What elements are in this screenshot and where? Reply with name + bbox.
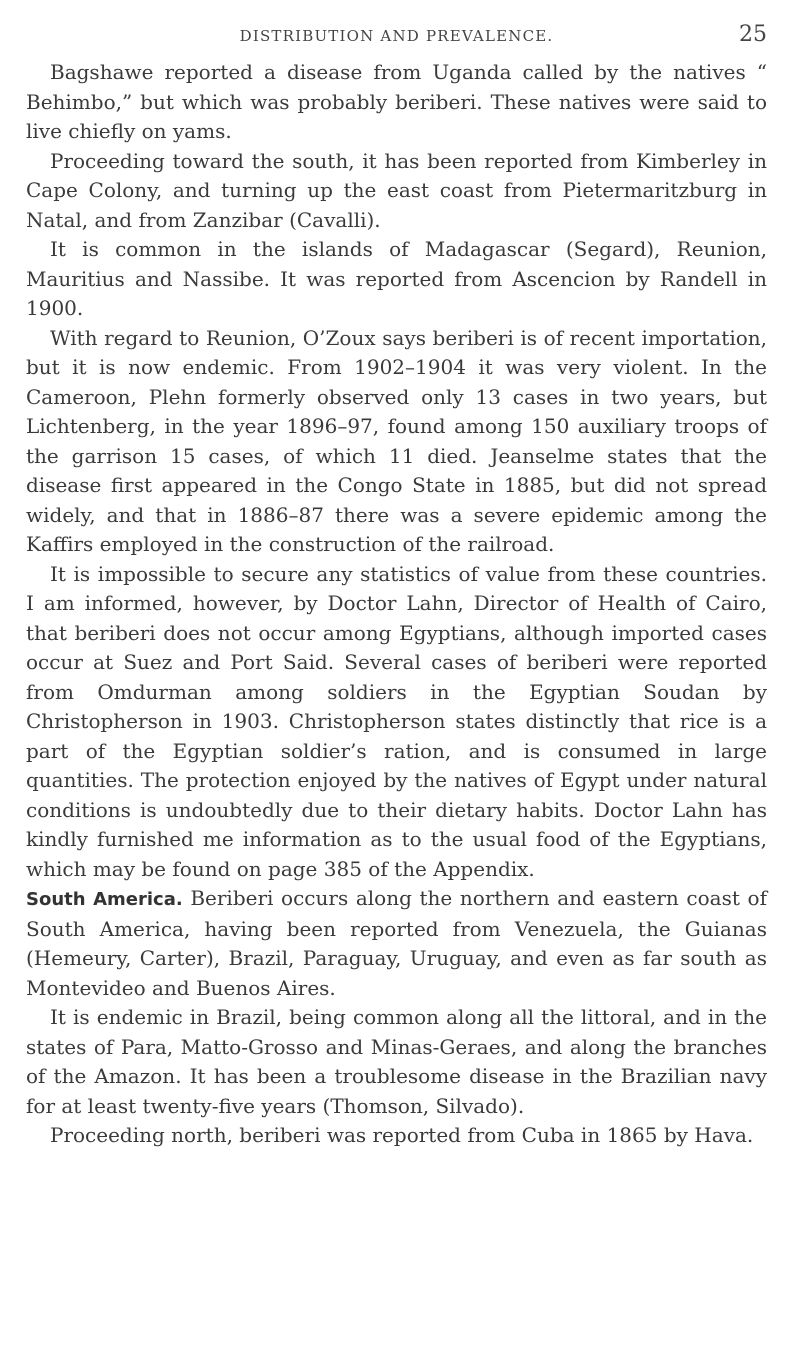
paragraph-islands: It is common in the islands of Madagascar (Segard), Reunion, Mauritius and Nassibe. It was reported from Ascencion by Randell in 1900. [26,237,767,320]
paragraph-south-africa: Proceeding toward the south, it has been reported from Kimberley in Cape Colony, and turning up the east coast from Pietermaritzburg in Natal, and from Zanzibar (Cavalli). [26,148,767,232]
paragraph-statistics: It is impossible to secure any statistics of value from these countries. I am informed, however, by Doctor Lahn, Director of Health of Cairo, that beriberi does not occur among Egyptians, although imported cases occur at Suez and Port Said. Several cases of beriberi were reported from Omdurman among soldiers in the Egyptian Soudan by Christopherson in 1903. Christopherson states distinctly that rice is a part of the Egyptian soldier’s ration, and is consumed in large quantities. The protection enjoyed by the natives of Egypt under natural conditions is undoubtedly due to their dietary habits. Doctor Lahn has kindly furnished me information as to the usual food of the Egyptians, which may be found on page 385 of the Appendix. [26,561,767,881]
running-head: DISTRIBUTION AND PREVALENCE. [239,27,554,45]
section-heading: South America. [26,889,183,910]
paragraph-text: Beriberi occurs along the northern and eastern coast of South America, having been reported from Venezuela, the Guianas (Hemeury, Carter), Brazil, Paraguay, Uruguay, and even as far south as Montevideo and Buenos Aires. [26,886,767,1000]
page-number: 25 [739,22,767,47]
body-text [26,58,767,1151]
paragraph-south-america [26,884,767,1003]
paragraph-cuba: Proceeding north, beriberi was reported from Cuba in 1865 by Hava. [50,1123,754,1147]
paragraph-reunion: With regard to Reunion, O’Zoux says beriberi is of recent importation, but it is now endemic. From 1902–1904 it was very violent. In the Cameroon, Plehn formerly observed only 13 cases in two years, but Lichtenberg, in the year 1896–97, found among 150 auxiliary troops of the garrison 15 cases, of which 11 died. Jeanselme states that the disease first appeared in the Congo State in 1885, but did not spread widely, and that in 1886–87 there was a severe epidemic among the Kaffirs employed in the construction of the railroad. [26,325,767,556]
paragraph-uganda: Bagshawe reported a disease from Uganda called by the natives “ Behimbo,” but which was probably beriberi. These natives were said to live chiefly on yams. [26,60,767,143]
paragraph-brazil: It is endemic in Brazil, being common along all the littoral, and in the states of Para, Matto-Grosso and Minas-Geraes, and along the branches of the Amazon. It has been a troublesome disease in the Brazilian navy for at least twenty-five years (Thomson, Silvado). [26,1005,767,1118]
page-header [26,0,767,58]
